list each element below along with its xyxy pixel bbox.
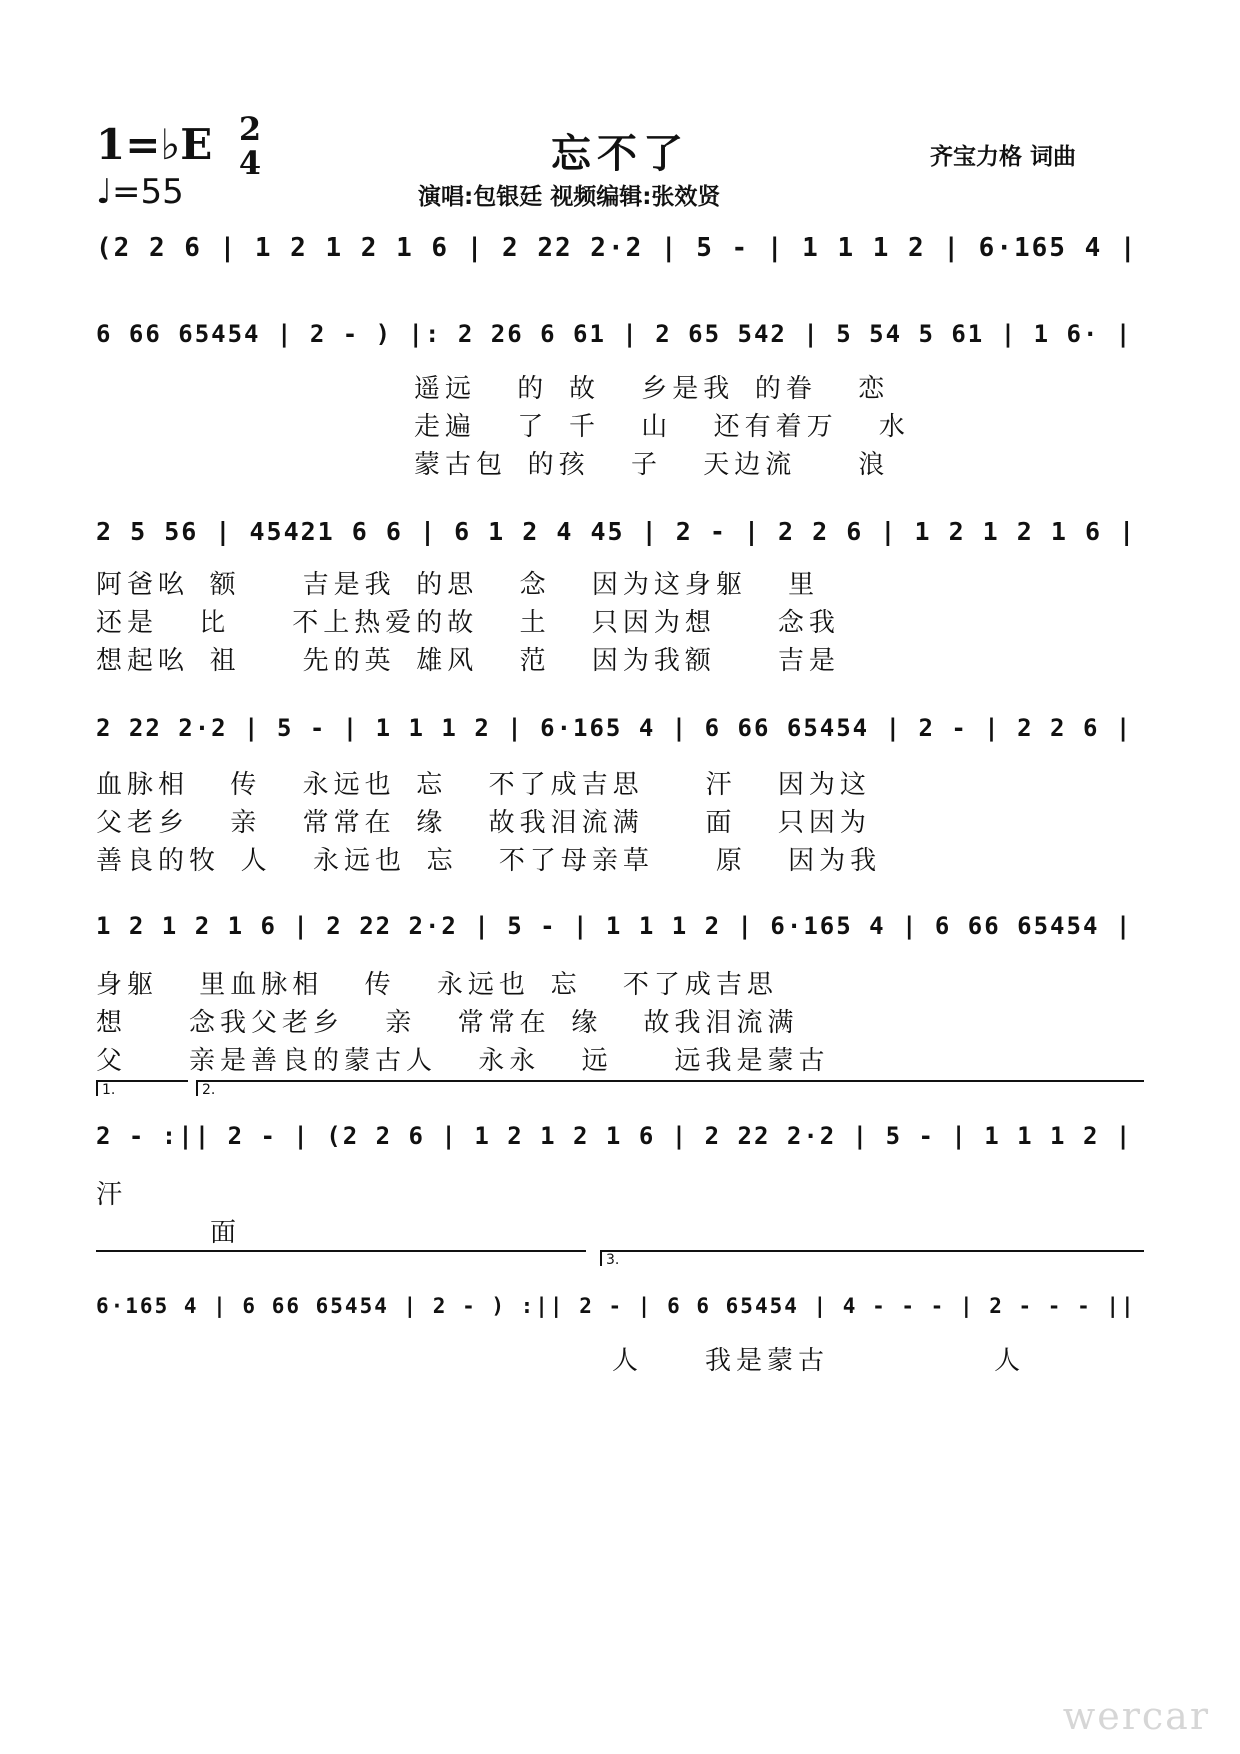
tempo-marking: ♩=55 [96,172,184,212]
watermark: wercar [1062,1694,1210,1738]
notation-line: 2 22 2·2 | 5 - | 1 1 1 2 | 6·165 4 | 6 66 65454 | 2 - | 2 2 6 | [96,714,1133,742]
repeat-bracket-line [96,1250,586,1252]
score-row-6 [96,1110,1144,1162]
volta-label: 3. [606,1252,620,1268]
lyric-line: 还是 比 不上热爱的故 土 只因为想 念我 [96,608,840,638]
notation-line: 1 2 1 2 1 6 | 2 22 2·2 | 5 - | 1 1 1 2 | 6·165 4 | 6 66 65454 | [96,912,1133,940]
score-row-2 [96,308,1144,360]
notation-line: 2 5 56 | 45421 6 6 | 6 1 2 4 45 | 2 - | 2 2 6 | 1 2 1 2 1 6 | [96,517,1137,546]
score-row-4 [96,702,1144,754]
lyric-line: 父 亲是善良的蒙古人 永永 远 远我是蒙古 [96,1046,830,1076]
performer-credits: 演唱:包银廷 视频编辑:张效贤 [418,184,721,210]
lyric-line: 想起吆 祖 先的英 雄风 范 因为我额 吉是 [96,646,840,676]
volta-label: 2. [202,1082,216,1098]
score-row-3 [96,506,1144,558]
score-row-7 [96,1280,1144,1332]
lyric-line: 蒙古包 的孩 子 天边流 浪 [414,450,890,480]
lyric-line: 汗 [96,1180,128,1210]
lyric-line: 人 我是蒙古 人 [612,1346,1026,1376]
composer-credit: 齐宝力格 词曲 [930,144,1077,170]
lyric-line: 父老乡 亲 常常在 缘 故我泪流满 面 只因为 [96,808,871,838]
volta-label: 1. [102,1082,116,1098]
lyric-line: 身躯 里血脉相 传 永远也 忘 不了成吉思 [96,970,778,1000]
song-title: 忘不了 [551,131,689,177]
lyric-line: 善良的牧 人 永远也 忘 不了母亲草 原 因为我 [96,846,882,876]
volta-bracket [196,1080,1144,1096]
lyric-line: 血脉相 传 永远也 忘 不了成吉思 汗 因为这 [96,770,871,800]
volta-bracket [96,1080,188,1096]
score-row-5 [96,900,1144,952]
time-signature-bottom: 4 [238,144,262,182]
lyric-line: 遥远 的 故 乡是我 的眷 恋 [414,374,890,404]
notation-line: 2 - :|| 2 - | (2 2 6 | 1 2 1 2 1 6 | 2 22 2·2 | 5 - | 1 1 1 2 | [96,1122,1133,1150]
score-row-1 [96,222,1144,274]
lyric-line: 走遍 了 千 山 还有着万 水 [414,412,910,442]
notation-line: 6·165 4 | 6 66 65454 | 2 - ) :|| 2 - | 6 6 65454 | 4 - - - | 2 - - - || [96,1294,1136,1318]
lyric-line: 阿爸吆 额 吉是我 的思 念 因为这身躯 里 [96,570,820,600]
time-signature-top: 2 [238,110,262,148]
notation-line: (2 2 6 | 1 2 1 2 1 6 | 2 22 2·2 | 5 - | 1 1 1 2 | 6·165 4 | [96,233,1138,263]
volta-bracket [600,1250,1144,1266]
notation-line: 6 66 65454 | 2 - ) |: 2 26 6 61 | 2 65 542 | 5 54 5 61 | 1 6· | [96,320,1133,348]
lyric-line: 面 [210,1218,242,1248]
lyric-line: 想 念我父老乡 亲 常常在 缘 故我泪流满 [96,1008,799,1038]
key-signature: 1=♭E [96,120,213,169]
